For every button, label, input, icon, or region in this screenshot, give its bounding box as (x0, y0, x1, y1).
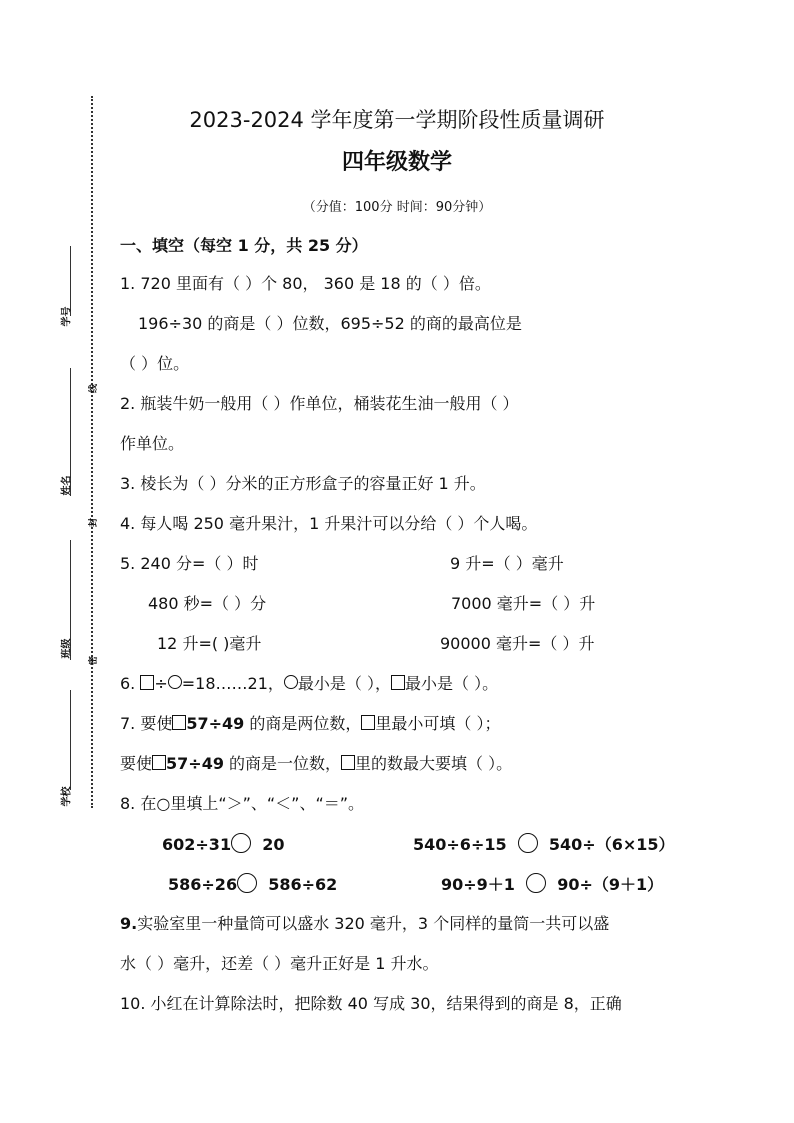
square-box-icon (361, 715, 375, 730)
question-1-line-3: （ ）位。 (120, 354, 190, 373)
square-box-icon (391, 675, 405, 690)
compare-item-2 (413, 833, 675, 856)
question-9-line-1 (120, 913, 609, 935)
question-6-box-min: 最小是（ ）。 (405, 674, 499, 693)
question-7-answer-2: 里的数最大要填（ ）。 (355, 754, 513, 773)
question-2-line-1: 2. 瓶装牛奶一般用（ ）作单位，桶装花生油一般用（ ） (120, 394, 519, 413)
class-label: 班级 (61, 638, 73, 659)
circle-icon (168, 675, 182, 689)
compare-4-right: 90÷（9＋1） (557, 875, 664, 894)
compare-circle-icon (231, 833, 251, 853)
question-5-row-1-left: 5. 240 分=（ ）时 (120, 554, 259, 573)
question-9-line-2: 水（ ）毫升，还差（ ）毫升正好是 1 升水。 (120, 954, 439, 973)
compare-3-left: 586÷26 (168, 875, 238, 894)
question-9-text: 实验室里一种量筒可以盛水 320 毫升，3 个同样的量筒一共可以盛 (137, 914, 610, 933)
question-9-number: 9. (120, 914, 138, 933)
school-label: 学校 (61, 786, 73, 807)
exam-title: 2023-2024 学年度第一学期阶段性质量调研 (189, 108, 605, 132)
section-title: 一、填空（每空 1 分，共 25 分） (120, 236, 368, 255)
compare-circle-icon (518, 833, 538, 853)
division-sign: ÷ (154, 674, 168, 693)
question-5-row-1-right: 9 升=（ ）毫升 (450, 554, 564, 573)
question-7-condition-2: 的商是一位数， (223, 754, 342, 773)
binding-mark-secret: 密 (89, 655, 100, 666)
question-5-row-2-left: 480 秒=（ ）分 (148, 594, 267, 613)
question-7-line-1 (120, 713, 500, 735)
compare-circle-icon (237, 873, 257, 893)
binding-mark-seal: 封 (89, 517, 100, 528)
school-blank (70, 690, 71, 790)
compare-4-left: 90÷9＋1 (441, 875, 515, 894)
question-10: 10. 小红在计算除法时，把除数 40 写成 30，结果得到的商是 8，正确 (120, 994, 622, 1013)
question-7-condition: 的商是两位数， (244, 714, 362, 733)
binding-mark-line: 线 (89, 383, 100, 394)
square-box-icon (341, 755, 355, 770)
score-time-info: （分值：100分 时间：90分钟） (302, 200, 492, 215)
student-id-label: 学号 (61, 306, 73, 327)
compare-item-1 (162, 833, 284, 856)
compare-circle-icon (526, 873, 546, 893)
question-3: 3. 棱长为（ ）分米的正方形盒子的容量正好 1 升。 (120, 474, 486, 493)
square-box-icon (152, 755, 166, 770)
question-7-prefix: 7. 要使 (120, 714, 173, 733)
question-7-expression: 57÷49 (186, 714, 245, 733)
question-7-expression-2: 57÷49 (166, 754, 224, 773)
question-6-equation: =18……21， (181, 674, 284, 693)
question-1-line-1: 1. 720 里面有（ ）个 80， 360 是 18 的（ ）倍。 (120, 274, 491, 293)
exam-subtitle: 四年级数学 (341, 150, 452, 175)
question-4: 4. 每人喝 250 毫升果汁，1 升果汁可以分给（ ）个人喝。 (120, 514, 538, 533)
compare-3-right: 586÷62 (268, 875, 338, 894)
student-id-blank (70, 246, 71, 316)
circle-icon (284, 675, 298, 689)
question-5-row-3-right: 90000 毫升=（ ）升 (440, 634, 595, 653)
question-5-row-2-right: 7000 毫升=（ ）升 (451, 594, 596, 613)
question-1-line-2: 196÷30 的商是（ ）位数，695÷52 的商的最高位是 (138, 314, 522, 333)
question-6 (120, 673, 498, 695)
question-7-prefix-2: 要使 (120, 754, 153, 773)
compare-2-left: 540÷6÷15 (413, 835, 507, 854)
question-5-row-3-left: 12 升=( )毫升 (157, 634, 262, 653)
question-8: 8. 在○里填上“＞”、“＜”、“＝”。 (120, 794, 365, 813)
name-label: 姓名 (61, 475, 73, 496)
square-box-icon (172, 715, 186, 730)
compare-2-right: 540÷（6×15） (548, 835, 675, 854)
square-box-icon (140, 675, 154, 690)
compare-item-4 (441, 873, 663, 896)
question-6-number: 6. (120, 674, 141, 693)
question-6-circle-min: 最小是（ ）， (297, 674, 391, 693)
compare-1-left: 602÷31 (162, 835, 232, 854)
question-7-line-2 (120, 753, 512, 775)
compare-1-right: 20 (262, 835, 285, 854)
question-2-line-2: 作单位。 (120, 434, 185, 453)
compare-item-3 (168, 873, 337, 896)
question-7-answer: 里最小可填（ ）； (375, 714, 501, 733)
